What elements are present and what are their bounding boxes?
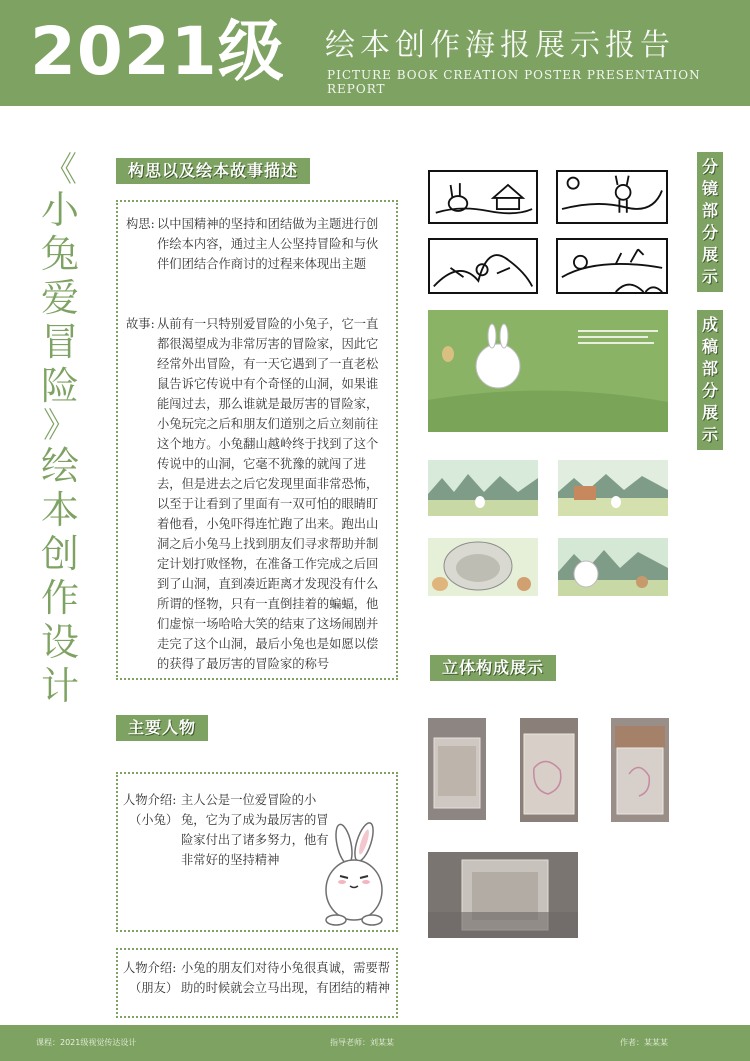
title-char: 创 bbox=[40, 532, 79, 576]
title-char: 》 bbox=[43, 406, 77, 446]
model-photo-1 bbox=[428, 718, 486, 820]
tag-char: 分 bbox=[701, 223, 718, 242]
tag-char: 部 bbox=[701, 201, 718, 220]
model-photo-4 bbox=[428, 852, 578, 938]
character2-label: 人物介绍: bbox=[123, 961, 177, 975]
tag-char: 成 bbox=[701, 315, 718, 334]
report-title: 绘本创作海报展示报告 bbox=[325, 28, 675, 63]
title-char: 设 bbox=[40, 620, 79, 664]
model-photo-2 bbox=[520, 718, 578, 822]
character2-role: （朋友） bbox=[129, 981, 179, 995]
title-char: 小 bbox=[40, 188, 79, 232]
tag-char: 镜 bbox=[701, 179, 718, 198]
title-char: 绘 bbox=[40, 444, 79, 488]
tag-char: 部 bbox=[701, 359, 718, 378]
footer-author: 作者：某某某 bbox=[620, 1038, 668, 1047]
title-char: 计 bbox=[40, 664, 79, 708]
finished-art-page-4 bbox=[558, 538, 668, 596]
model-photo-3 bbox=[611, 718, 669, 822]
title-char: 险 bbox=[40, 364, 79, 408]
rabbit-illustration bbox=[320, 822, 388, 926]
finished-art-main bbox=[428, 310, 668, 432]
storyboard-sketch-2 bbox=[556, 170, 668, 224]
story-paragraph bbox=[126, 314, 388, 674]
tag-char: 展 bbox=[701, 245, 718, 264]
storyboard-tag bbox=[697, 152, 723, 292]
book-title-vertical bbox=[37, 152, 83, 708]
title-char: 《 bbox=[43, 150, 77, 190]
tag-char: 示 bbox=[701, 267, 718, 286]
tag-char: 稿 bbox=[701, 337, 718, 356]
tag-char: 分 bbox=[701, 381, 718, 400]
character1-label: 人物介绍: bbox=[123, 793, 177, 807]
story-text: 从前有一只特别爱冒险的小兔子，它一直都很渴望成为非常厉害的冒险家，因此它经常外出冒险，有一天它遇到了一直老松鼠告诉它传说中有个奇怪的山洞，如果谁能闯过去，那么谁就是最厉害的冒险家，小兔玩完之后和朋友们道别之后立刻前往这个地方。小兔翻山越岭终于找到了这个传说中的山洞，它毫不犹豫的就闯了进去，但是进去之后它发现里面非常恐怖，以至于让看到了里面有一双可怕的眼睛盯着他看，小兔吓得连忙跑了出来。跑出山洞之后小兔马上找到朋友们寻求帮助并制定计划打败怪物，在准备工作完成之后回到了山洞，直到凑近距离才发现没有什么所谓的怪物，只有一直倒挂着的蝙蝠，他们虚惊一场哈哈大笑的结束了这场闹剧并走完了这个山洞，最后小兔也是如愿以偿的获得了最厉害的冒险家的称号 bbox=[157, 317, 379, 671]
concept-heading: 构思以及绘本故事描述 bbox=[116, 158, 310, 184]
title-char: 爱 bbox=[40, 276, 79, 320]
story-label: 故事: bbox=[126, 317, 155, 331]
year-title: 2021级 bbox=[30, 13, 285, 90]
finished-art-page-2 bbox=[558, 460, 668, 516]
storyboard-sketch-3 bbox=[428, 238, 538, 294]
concept-paragraph bbox=[126, 214, 388, 274]
report-subtitle-en: PICTURE BOOK CREATION POSTER PRESENTATION REPORT bbox=[327, 68, 701, 96]
concept-text: 以中国精神的坚持和团结做为主题进行创作绘本内容，通过主人公坚持冒险和与伙伴们团结合作商讨的过程来体现出主题 bbox=[157, 217, 379, 271]
title-char: 本 bbox=[40, 488, 79, 532]
title-char: 冒 bbox=[40, 320, 79, 364]
header-banner bbox=[0, 0, 750, 106]
tag-char: 展 bbox=[701, 403, 718, 422]
character1-text: 主人公是一位爱冒险的小兔，它为了成为最厉害的冒险家付出了诸多努力，他有非常好的坚持精神 bbox=[181, 793, 329, 867]
footer-bar bbox=[0, 1025, 750, 1061]
title-char: 作 bbox=[40, 576, 79, 620]
characters-heading: 主要人物 bbox=[116, 715, 208, 741]
tag-char: 分 bbox=[701, 157, 718, 176]
character1-paragraph bbox=[123, 790, 333, 870]
character1-role: （小兔） bbox=[129, 813, 179, 827]
models-heading: 立体构成展示 bbox=[430, 655, 556, 681]
footer-teacher: 指导老师：刘某某 bbox=[330, 1038, 394, 1047]
title-char: 兔 bbox=[40, 232, 79, 276]
finished-art-page-3 bbox=[428, 538, 538, 596]
character2-text: 小兔的朋友们对待小兔很真诚，需要帮助的时候就会立马出现，有团结的精神 bbox=[181, 961, 391, 995]
storyboard-sketch-1 bbox=[428, 170, 538, 224]
footer-course: 课程：2021级视觉传达设计 bbox=[36, 1038, 137, 1047]
concept-label: 构思: bbox=[126, 217, 155, 231]
character2-paragraph bbox=[123, 958, 393, 998]
finished-tag bbox=[697, 310, 723, 450]
storyboard-sketch-4 bbox=[556, 238, 668, 294]
finished-art-page-1 bbox=[428, 460, 538, 516]
tag-char: 示 bbox=[701, 425, 718, 444]
